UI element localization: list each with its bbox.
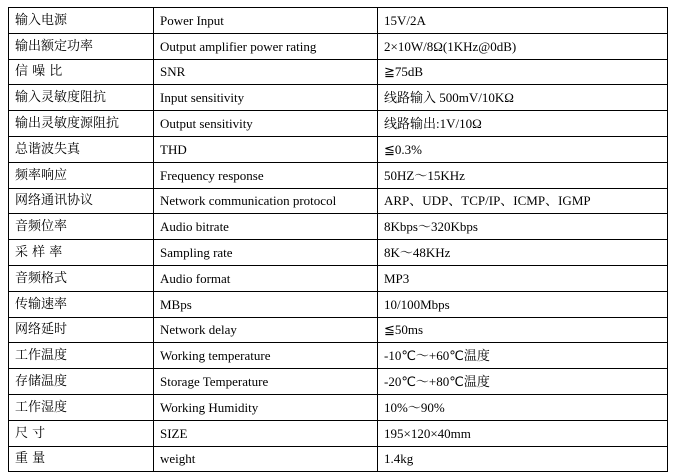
spec-table — [8, 7, 668, 472]
table-row — [9, 369, 668, 395]
table-row — [9, 214, 668, 240]
table-row — [9, 420, 668, 446]
table-row — [9, 8, 668, 34]
spec-name-cn: 输出额定功率 — [9, 33, 154, 59]
spec-name-cn: 重 量 — [9, 446, 154, 472]
spec-name-cn: 尺 寸 — [9, 420, 154, 446]
spec-value: ≧75dB — [378, 59, 668, 85]
spec-value: -20℃～+80℃温度 — [378, 369, 668, 395]
spec-value: 10/100Mbps — [378, 291, 668, 317]
spec-value: 线路输入 500mV/10KΩ — [378, 85, 668, 111]
spec-name-en: Working Humidity — [154, 394, 378, 420]
spec-value: ≦0.3% — [378, 136, 668, 162]
spec-name-cn: 工作温度 — [9, 343, 154, 369]
table-row — [9, 33, 668, 59]
spec-value: 8Kbps～320Kbps — [378, 214, 668, 240]
spec-name-cn: 工作湿度 — [9, 394, 154, 420]
spec-name-en: Frequency response — [154, 162, 378, 188]
table-row — [9, 162, 668, 188]
table-row — [9, 111, 668, 137]
table-row — [9, 240, 668, 266]
spec-name-cn: 存储温度 — [9, 369, 154, 395]
spec-name-cn: 音频格式 — [9, 265, 154, 291]
spec-name-en: Audio bitrate — [154, 214, 378, 240]
spec-value: 50HZ～15KHz — [378, 162, 668, 188]
spec-name-en: Audio format — [154, 265, 378, 291]
spec-name-cn: 输出灵敏度源阻抗 — [9, 111, 154, 137]
spec-name-en: Sampling rate — [154, 240, 378, 266]
table-row — [9, 394, 668, 420]
spec-name-cn: 输入电源 — [9, 8, 154, 34]
spec-name-en: MBps — [154, 291, 378, 317]
table-row — [9, 188, 668, 214]
spec-value: 10%～90% — [378, 394, 668, 420]
spec-value: ≦50ms — [378, 317, 668, 343]
spec-name-en: Output sensitivity — [154, 111, 378, 137]
table-row — [9, 291, 668, 317]
spec-value: MP3 — [378, 265, 668, 291]
spec-name-en: Network communication protocol — [154, 188, 378, 214]
spec-name-en: SNR — [154, 59, 378, 85]
spec-value: 15V/2A — [378, 8, 668, 34]
spec-name-en: THD — [154, 136, 378, 162]
spec-name-en: Power Input — [154, 8, 378, 34]
table-row — [9, 85, 668, 111]
spec-value: 线路输出:1V/10Ω — [378, 111, 668, 137]
spec-name-cn: 频率响应 — [9, 162, 154, 188]
spec-name-cn: 网络通讯协议 — [9, 188, 154, 214]
spec-name-en: Working temperature — [154, 343, 378, 369]
spec-value: 2×10W/8Ω(1KHz@0dB) — [378, 33, 668, 59]
spec-value: 1.4kg — [378, 446, 668, 472]
spec-name-cn: 总谐波失真 — [9, 136, 154, 162]
spec-table-body — [9, 8, 668, 472]
spec-value: ARP、UDP、TCP/IP、ICMP、IGMP — [378, 188, 668, 214]
table-row — [9, 446, 668, 472]
spec-value: 8K～48KHz — [378, 240, 668, 266]
table-row — [9, 136, 668, 162]
spec-name-en: Output amplifier power rating — [154, 33, 378, 59]
spec-name-cn: 信 噪 比 — [9, 59, 154, 85]
table-row — [9, 265, 668, 291]
spec-name-en: Input sensitivity — [154, 85, 378, 111]
table-row — [9, 59, 668, 85]
spec-value: -10℃～+60℃温度 — [378, 343, 668, 369]
spec-name-cn: 输入灵敏度阻抗 — [9, 85, 154, 111]
spec-name-en: Network delay — [154, 317, 378, 343]
spec-name-cn: 音频位率 — [9, 214, 154, 240]
spec-name-en: weight — [154, 446, 378, 472]
spec-name-cn: 网络延时 — [9, 317, 154, 343]
spec-value: 195×120×40mm — [378, 420, 668, 446]
spec-name-cn: 传输速率 — [9, 291, 154, 317]
table-row — [9, 317, 668, 343]
spec-name-cn: 采 样 率 — [9, 240, 154, 266]
spec-name-en: SIZE — [154, 420, 378, 446]
table-row — [9, 343, 668, 369]
spec-name-en: Storage Temperature — [154, 369, 378, 395]
